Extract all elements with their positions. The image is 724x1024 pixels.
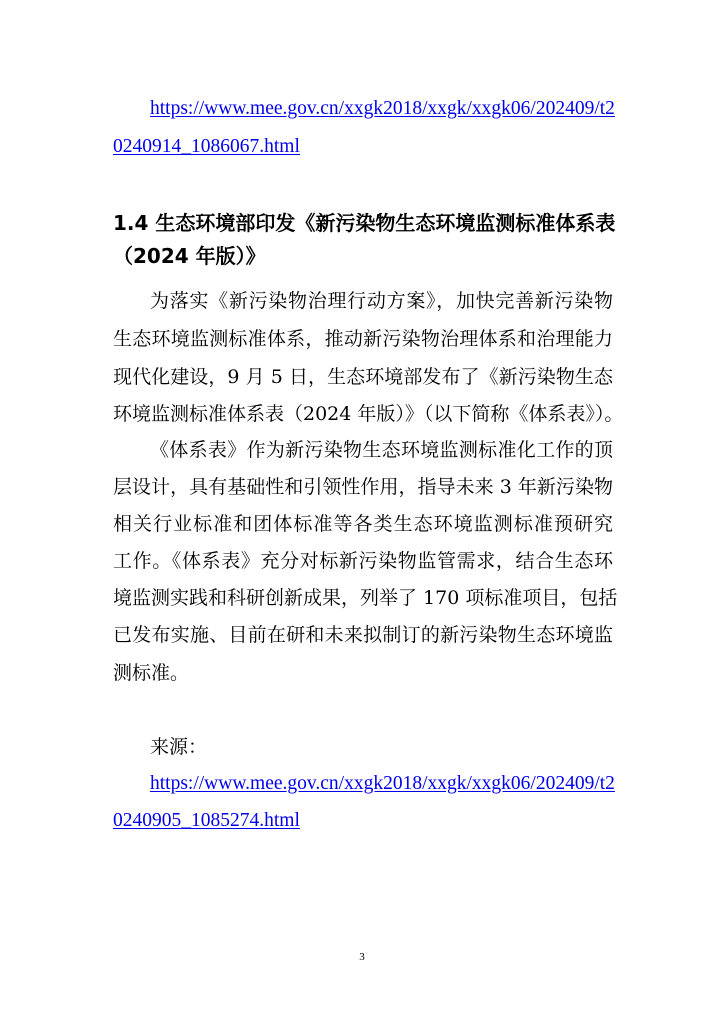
section-heading-line2: （2024 年版）》: [113, 244, 266, 268]
page-number: 3: [359, 951, 365, 963]
paragraph2-line: 已发布实施、目前在研和未来拟制订的新污染物生态环境监: [113, 624, 613, 646]
paragraph2-line: 测标准。: [113, 662, 190, 684]
section-heading-line1: 1.4 生态环境部印发《新污染物生态环境监测标准体系表: [113, 211, 616, 235]
top-source-link-line1[interactable]: https://www.mee.gov.cn/xxgk2018/xxgk/xxgk06/202409/t2: [150, 98, 615, 119]
paragraph1-line: 环境监测标准体系表（2024 年版）》（以下简称《体系表》）。: [113, 403, 624, 425]
paragraph2-line: 境监测实践和科研创新成果，列举了 170 项标准项目，包括: [113, 587, 618, 609]
paragraph2-line: 工作。《体系表》充分对标新污染物监管需求，结合生态环: [113, 550, 613, 572]
paragraph1-line: 生态环境监测标准体系，推动新污染物治理体系和治理能力: [113, 328, 613, 350]
source-link-line2[interactable]: 0240905_1085274.html: [113, 810, 300, 831]
source-label: 来源：: [150, 736, 208, 758]
top-source-link-line2[interactable]: 0240914_1086067.html: [113, 136, 300, 157]
paragraph1-line: 为落实《新污染物治理行动方案》，加快完善新污染物: [150, 290, 613, 312]
paragraph2-line: 层设计，具有基础性和引领性作用，指导未来 3 年新污染物: [113, 476, 613, 498]
paragraph2-line: 相关行业标准和团体标准等各类生态环境监测标准预研究: [113, 513, 613, 535]
source-link-line1[interactable]: https://www.mee.gov.cn/xxgk2018/xxgk/xxgk06/202409/t2: [150, 773, 615, 794]
paragraph1-line: 现代化建设，9 月 5 日，生态环境部发布了《新污染物生态: [113, 366, 613, 388]
paragraph2-line: 《体系表》作为新污染物生态环境监测标准化工作的顶: [150, 439, 613, 461]
